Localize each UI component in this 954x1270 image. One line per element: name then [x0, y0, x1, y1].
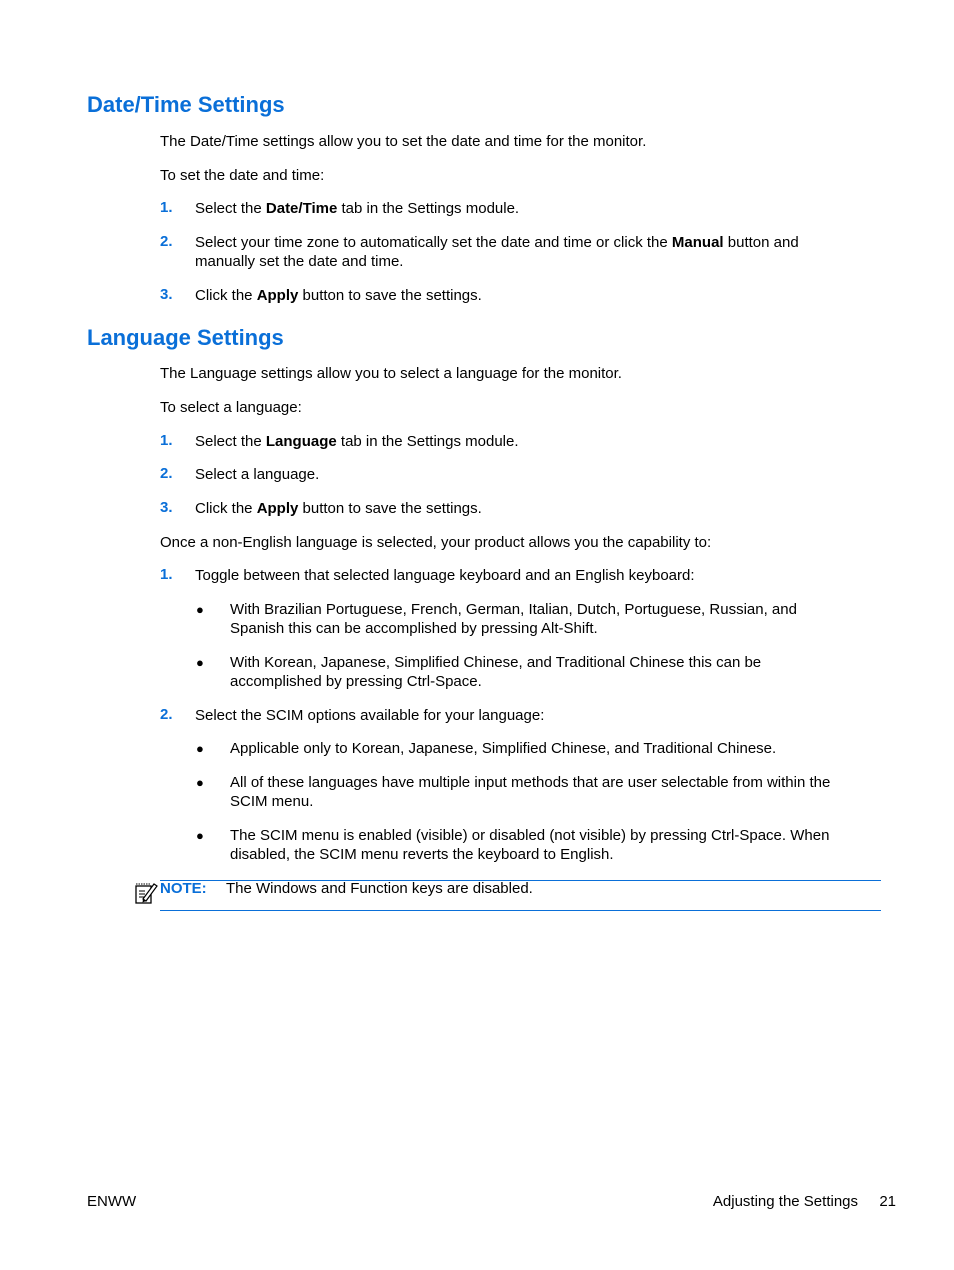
datetime-lead: To set the date and time:	[160, 167, 325, 184]
capability-intro: Once a non-English language is selected, your product allows you the capability to:	[160, 534, 712, 551]
bullet-item-cont: disabled, the SCIM menu reverts the keyboard to English.	[230, 846, 614, 863]
step-number: 3.	[160, 499, 173, 516]
bullet-item: With Brazilian Portuguese, French, German, Italian, Dutch, Portuguese, Russian, and	[230, 601, 797, 618]
language-step-2: Select a language.	[195, 466, 320, 483]
language-step-1: Select the Language tab in the Settings module.	[195, 433, 519, 450]
note-label: NOTE:	[160, 880, 207, 897]
language-step-3: Click the Apply button to save the settings.	[195, 500, 482, 517]
bullet-item: With Korean, Japanese, Simplified Chinese, and Traditional Chinese this can be	[230, 654, 762, 671]
section-heading-datetime: Date/Time Settings	[87, 92, 285, 117]
bullet-item: Applicable only to Korean, Japanese, Simplified Chinese, and Traditional Chinese.	[230, 740, 777, 757]
bullet-item: The SCIM menu is enabled (visible) or disabled (not visible) by pressing Ctrl-Space. When	[230, 827, 830, 844]
datetime-step-3: Click the Apply button to save the settings.	[195, 287, 482, 304]
bullet-dot: ●	[196, 741, 204, 756]
datetime-step-2: Select your time zone to automatically set the date and time or click the Manual button and	[195, 234, 799, 251]
step-number: 2.	[160, 465, 173, 482]
language-lead: To select a language:	[160, 399, 302, 416]
note-bottom-rule	[160, 910, 881, 911]
bullet-item: All of these languages have multiple input methods that are user selectable from within the	[230, 774, 831, 791]
page-number: 21	[879, 1193, 896, 1210]
note-text: The Windows and Function keys are disabled.	[226, 880, 533, 897]
step-number: 1.	[160, 566, 173, 583]
language-intro: The Language settings allow you to select a language for the monitor.	[160, 365, 622, 382]
step-number: 2.	[160, 706, 173, 723]
bullet-dot: ●	[196, 828, 204, 843]
datetime-step-1: Select the Date/Time tab in the Settings module.	[195, 200, 520, 217]
bullet-dot: ●	[196, 775, 204, 790]
footer-section-title: Adjusting the Settings	[712, 1193, 858, 1210]
step-number: 2.	[160, 233, 173, 250]
bullet-dot: ●	[196, 655, 204, 670]
capability-1-text: Toggle between that selected language keyboard and an English keyboard:	[195, 567, 695, 584]
section-heading-language: Language Settings	[87, 325, 284, 350]
note-pencil-icon	[134, 881, 158, 905]
bullet-item-cont: SCIM menu.	[230, 793, 314, 810]
datetime-step-2-cont: manually set the date and time.	[195, 253, 404, 270]
bullet-item-cont: accomplished by pressing Ctrl-Space.	[230, 673, 482, 690]
step-number: 1.	[160, 432, 173, 449]
capability-2-text: Select the SCIM options available for your language:	[195, 707, 545, 724]
bullet-dot: ●	[196, 602, 204, 617]
step-number: 3.	[160, 286, 173, 303]
bullet-item-cont: Spanish this can be accomplished by pressing Alt-Shift.	[230, 620, 598, 637]
footer-left: ENWW	[87, 1193, 137, 1210]
datetime-intro: The Date/Time settings allow you to set the date and time for the monitor.	[160, 133, 647, 150]
step-number: 1.	[160, 199, 173, 216]
